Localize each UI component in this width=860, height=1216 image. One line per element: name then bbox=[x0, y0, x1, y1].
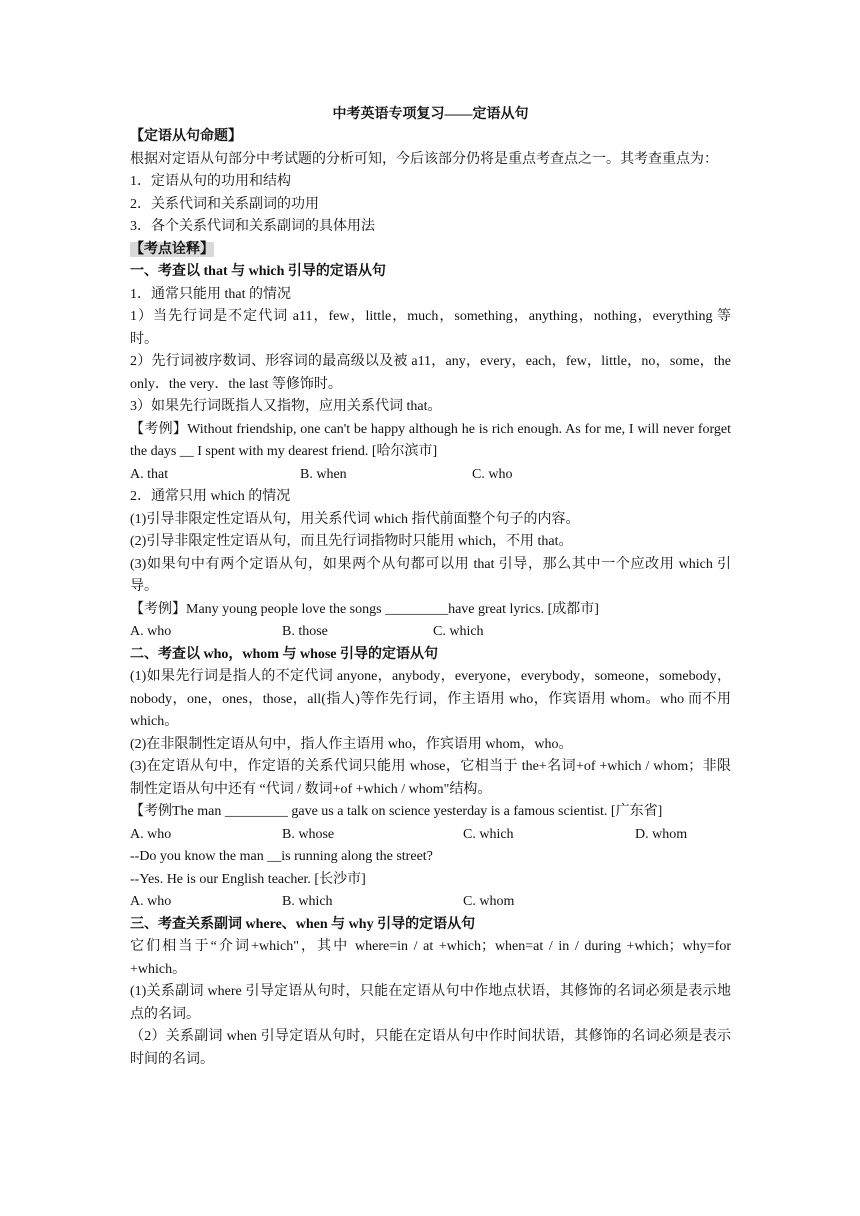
option-a: A. who bbox=[130, 894, 172, 909]
rule-text: (2)在非限制性定语从句中，指人作主语用 who，作宾语用 whom，who。 bbox=[130, 736, 573, 752]
document-page bbox=[130, 104, 735, 1071]
sub-heading: 1．通常只能用 that 的情况 bbox=[130, 286, 291, 302]
rule-text: 2）先行词被序数词、形容词的最高级以及被 a11，any，every，each，few，little，no，some，the only．the very．the last 等修饰时。 bbox=[130, 354, 735, 392]
rule-text: （2）关系副词 when 引导定语从句时，只能在定语从句中作时间状语，其修饰的名词必须是表示时间的名词。 bbox=[130, 1029, 731, 1067]
option-d: D. whom bbox=[635, 826, 688, 842]
option-a: A. who bbox=[130, 826, 172, 842]
section-heading-explanation: 【考点诠释】 bbox=[130, 241, 214, 257]
rule-text: (1)关系副词 where 引导定语从句时，只能在定语从句中作地点状语，其修饰的名词必须是表示地点的名词。 bbox=[130, 984, 731, 1022]
answer-options bbox=[130, 464, 731, 487]
answer-options bbox=[130, 621, 731, 644]
option-c: C. which bbox=[463, 826, 514, 842]
example-question: 【考例】Many young people love the songs _________have great lyrics. [成都市] bbox=[130, 601, 599, 617]
list-item: 1．定语从句的功用和结构 bbox=[130, 174, 291, 189]
part-heading: 二、考查以 who，whom 与 whose 引导的定语从句 bbox=[130, 646, 439, 662]
option-c: C. which bbox=[433, 624, 484, 639]
rule-text: (3)如果句中有两个定语从句，如果两个从句都可以用 that 引导，那么其中一个应改用 which 引导。 bbox=[130, 556, 731, 594]
example-question: 【考例】Without friendship, one can't be happy although he is rich enough. As for me, I will never forget the days __ I spent with my dearest friend. [哈尔滨市] bbox=[130, 421, 735, 459]
rule-text: (1)引导非限定性定语从句，用关系代词 which 指代前面整个句子的内容。 bbox=[130, 511, 580, 527]
answer-options bbox=[130, 891, 731, 914]
part-heading: 一、考查以 that 与 which 引导的定语从句 bbox=[130, 264, 386, 279]
rule-text: 它们相当于“介词+which"，其中 where=in / at +which；when=at / in / during +which；why=for +which。 bbox=[130, 939, 735, 977]
list-item: 2．关系代词和关系副词的功用 bbox=[130, 196, 319, 212]
list-item: 3．各个关系代词和关系副词的具体用法 bbox=[130, 219, 375, 234]
option-b: B. when bbox=[300, 466, 347, 482]
option-a: A. who bbox=[130, 624, 172, 639]
option-a: A. that bbox=[130, 466, 169, 482]
dialog-line: --Do you know the man __is running along the street? bbox=[130, 849, 433, 864]
rule-text: (2)引导非限定性定语从句，而且先行词指物时只能用 which，不用 that。 bbox=[130, 534, 573, 549]
rule-text: 1）当先行词是不定代词 a11，few，little，much，something，anything，nothing，everything 等时。 bbox=[130, 309, 731, 347]
part-heading: 三、考查关系副词 where、when 与 why 引导的定语从句 bbox=[130, 916, 476, 932]
paragraph: 根据对定语从句部分中考试题的分析可知，今后该部分仍将是重点考查点之一。其考查重点为： bbox=[130, 151, 718, 167]
rule-text: (1)如果先行词是指人的不定代词 anyone，anybody，everyone，everybody，someone，somebody，nobody，one，ones，those，all(指人)等作先行词，作主语用 who，作宾语用 whom。who 而不用 which。 bbox=[130, 669, 735, 729]
section-heading-proposition: 【定语从句命题】 bbox=[130, 129, 242, 144]
rule-text: 3）如果先行词既指人又指物，应用关系代词 that。 bbox=[130, 399, 442, 414]
answer-options bbox=[130, 824, 731, 847]
option-b: B. which bbox=[282, 894, 333, 909]
rule-text: (3)在定语从句中，作定语的关系代词只能用 whose，它相当于 the+名词+of +which / whom；非限制性定语从句中还有 “代词 / 数词+of +which / whom"结构。 bbox=[130, 759, 731, 797]
option-c: C. whom bbox=[463, 894, 515, 909]
dialog-line: --Yes. He is our English teacher. [长沙市] bbox=[130, 871, 366, 887]
sub-heading: 2．通常只用 which 的情况 bbox=[130, 489, 291, 504]
option-c: C. who bbox=[472, 466, 513, 482]
option-b: B. those bbox=[282, 624, 328, 639]
example-question: 【考例The man _________ gave us a talk on science yesterday is a famous scientist. [广东省] bbox=[130, 804, 663, 819]
document-title: 中考英语专项复习——定语从句 bbox=[332, 107, 529, 122]
option-b: B. whose bbox=[282, 826, 335, 842]
